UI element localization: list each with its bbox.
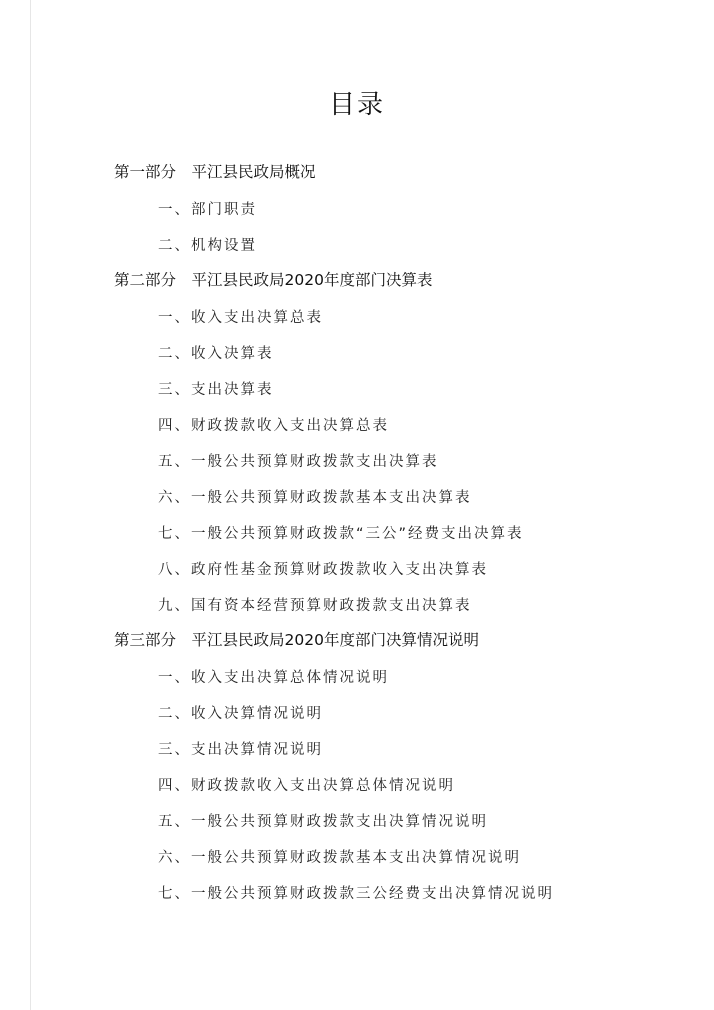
- toc-item: 九、国有资本经营预算财政拨款支出决算表: [158, 598, 472, 614]
- scan-edge-line: [30, 0, 31, 1010]
- toc-item: 一、部门职责: [158, 202, 257, 218]
- toc-item: 一、收入支出决算总表: [158, 310, 323, 326]
- toc-item: 二、收入决算情况说明: [158, 706, 323, 722]
- toc-item: 一、收入支出决算总体情况说明: [158, 670, 389, 686]
- page-title: 目录: [328, 90, 385, 120]
- toc-item: 五、一般公共预算财政拨款支出决算表: [158, 454, 439, 470]
- toc-item: 八、政府性基金预算财政拨款收入支出决算表: [158, 562, 488, 578]
- toc-item: 三、支出决算表: [158, 382, 274, 398]
- part1-heading: 第一部分 平江县民政局概况: [114, 163, 316, 181]
- toc-item: 六、一般公共预算财政拨款基本支出决算表: [158, 490, 472, 506]
- toc-item: 七、一般公共预算财政拨款“三公”经费支出决算表: [158, 526, 524, 542]
- toc-item: 二、收入决算表: [158, 346, 274, 362]
- part2-heading: 第二部分 平江县民政局2020年度部门决算表: [114, 271, 433, 289]
- part3-heading: 第三部分 平江县民政局2020年度部门决算情况说明: [114, 631, 479, 649]
- toc-item: 三、支出决算情况说明: [158, 742, 323, 758]
- toc-item: 七、一般公共预算财政拨款三公经费支出决算情况说明: [158, 886, 554, 902]
- toc-item: 二、机构设置: [158, 238, 257, 254]
- toc-item: 五、一般公共预算财政拨款支出决算情况说明: [158, 814, 488, 830]
- toc-item: 四、财政拨款收入支出决算总表: [158, 418, 389, 434]
- toc-item: 六、一般公共预算财政拨款基本支出决算情况说明: [158, 850, 521, 866]
- toc-item: 四、财政拨款收入支出决算总体情况说明: [158, 778, 455, 794]
